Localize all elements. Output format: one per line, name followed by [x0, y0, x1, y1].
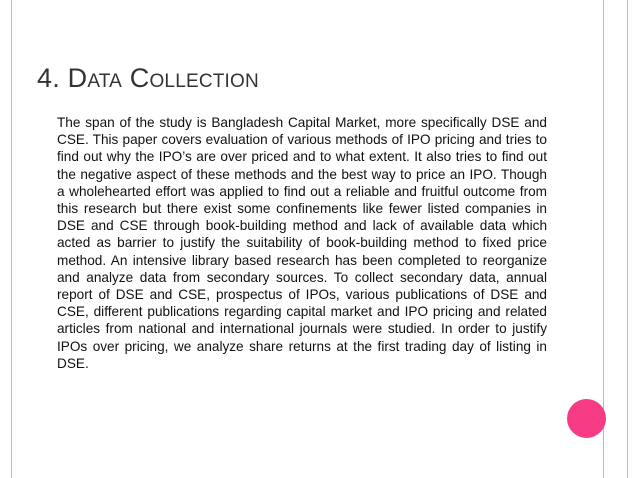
left-border-line [11, 0, 12, 478]
slide-body-text: The span of the study is Bangladesh Capital Market, more specifically DSE and CSE. This paper covers evaluation of various methods of IPO pricing and tries to find out why the IPO’s are over priced and to what extent. It also tries to find out the negative aspect of these methods and the best way to price an IPO. Though a wholehearted effort was applied to find out a reliable and fruitful outcome from this research but there exist some confinements like fewer listed companies in DSE and CSE through book-building method and lack of available data which acted as barrier to justify the suitability of book-building method to fixed price method. An intensive library based research has been completed to reorganize and analyze data from secondary sources. To collect secondary data, annual report of DSE and CSE, prospectus of IPOs, various publications of DSE and CSE, different publications regarding capital market and IPO pricing and related articles from national and international journals were studied. In order to justify IPOs over pricing, we analyze share returns at the first trading day of listing in DSE. [57, 115, 547, 371]
right-border-line-inner [603, 0, 604, 478]
right-border-line-outer [627, 0, 628, 478]
slide-title: 4. Data Collection [37, 63, 259, 93]
accent-circle-decoration [567, 399, 606, 438]
